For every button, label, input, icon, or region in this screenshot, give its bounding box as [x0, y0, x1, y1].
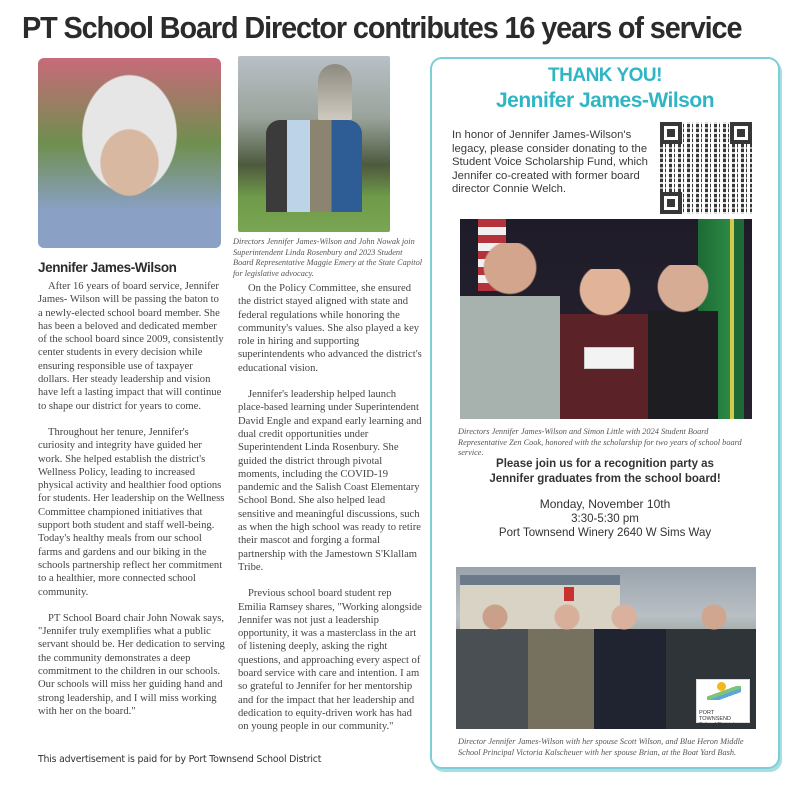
qr-finder-icon	[660, 192, 682, 214]
capitol-photo	[238, 56, 390, 232]
article-paragraph: After 16 years of board service, Jennifer James- Wilson will be passing the baton to a newly-elected school board member. She has been a beloved and dedicated member of the school board since 2009, consistently center students in every decision while ensuring responsible use of taxpayer dollars. Her steady leadership and vision have left a lasting impact that will continue to shape our district for years to come.	[38, 281, 224, 412]
party-line-1: Please join us for a recognition party as	[496, 458, 714, 470]
capitol-dome-shape	[318, 64, 352, 120]
article-paragraph: Previous school board student rep Emilia Ramsey shares, "Working alongside Jennifer was not just a leadership opportunity, it was a masterclass in the art of listening deeply, asking the right questions, and approaching every aspect of board service with care and intention. I am so grateful to Jennifer for her mentorship and for the impact that her leadership and dedication to equity-driven work has had on young people in our community."	[238, 588, 422, 733]
paid-advertisement-note: This advertisement is paid for by Port Townsend School District	[38, 754, 322, 765]
party-date: Monday, November 10th	[539, 497, 671, 511]
article-paragraph: Throughout her tenure, Jennifer's curiosity and integrity have guided her work. She helped establish the district's Wellness Policy, leading to increased physical activity and healthier food options for students. Her leadership on the Wellness Committee championed initiatives that support both student and staff well-being. Today's healthy meals from our school farms and gardens and our biking in the schools partnership reflect her commitment to a healthier, more connected school community.	[38, 426, 225, 598]
capitol-group-shape	[266, 120, 362, 212]
article-column-middle	[238, 282, 422, 747]
portrait-photo	[38, 58, 221, 248]
article-paragraph: PT School Board chair John Nowak says, "Jennifer truly exemplifies what a public servant should be. Her dedication to serving the community demonstrates a deep commitment to the children in our schools. Our schools will miss her guiding hand and strong leadership, and I will miss working with her on the board."	[38, 612, 225, 717]
person-shape	[648, 265, 718, 419]
scholarship-photo-caption: Directors Jennifer James-Wilson and Simon Little with 2024 Student Board Representative Zen Cook, honored with the scholarship for two years of school board service.	[458, 427, 742, 457]
party-invitation	[432, 457, 778, 487]
honoree-name: Jennifer James-Wilson	[495, 89, 715, 112]
party-time: 3:30-5:30 pm	[571, 512, 639, 525]
party-line-2: Jennifer graduates from the school board!	[489, 473, 721, 485]
article-column-left	[38, 280, 226, 731]
district-logo	[696, 679, 750, 728]
person-shape	[560, 269, 650, 419]
article-subhead: Jennifer James-Wilson	[38, 260, 177, 275]
donation-appeal: In honor of Jennifer James-Wilson's legacy, please consider donating to the Student Voice Scholarship Fund, which Jennifer co-created with former board director Connie Welch.	[452, 129, 648, 195]
article-paragraph: Jennifer's leadership helped launch place-based learning under Superintendent David Engle and expand early learning and dual credit opportunities under Superintendent Linda Rosenbury. She guided the district through pivotal moments, including the COVID-19 pandemic and the Salish Coast Elementary School Bond. She also helped lead sensitive and meaningful discussions, such as when the high school was ready to retire their mascot and forging a formal partnership with the Jamestown S'Klallam Tribe.	[238, 389, 422, 573]
thank-you-panel	[430, 57, 780, 769]
logo-subtext: School District	[699, 722, 735, 728]
faces-shape	[456, 597, 756, 637]
article-paragraph: On the Policy Committee, she ensured the district stayed aligned with state and federal regulations while honoring the community's values. She also played a key role in hiring and supporting superintendents who advanced the district's educational vision.	[238, 283, 422, 374]
qr-code-icon[interactable]	[660, 122, 752, 214]
headline: PT School Board Director contributes 16 years of service	[22, 10, 742, 45]
party-details	[432, 497, 778, 541]
boat-yard-photo-caption: Director Jennifer James-Wilson with her spouse Scott Wilson, and Blue Heron Middle School Principal Victoria Kalscheuer with her spouse Brian, at the Boat Yard Bash.	[458, 737, 744, 757]
capitol-photo-caption: Directors Jennifer James-Wilson and John Nowak join Superintendent Linda Rosenbury and 2023 Student Board Representative Maggie Emery at the State Capitol for legislative advocacy.	[233, 237, 423, 278]
scholarship-check-shape	[584, 347, 634, 369]
scholarship-photo	[460, 219, 752, 419]
qr-finder-icon	[660, 122, 682, 144]
logo-text: PORT TOWNSEND	[699, 710, 731, 722]
qr-finder-icon	[730, 122, 752, 144]
person-shape	[460, 243, 560, 419]
party-location: Port Townsend Winery 2640 W Sims Way	[498, 527, 712, 539]
thank-you-title: THANK YOU!	[548, 65, 662, 86]
boat-yard-photo	[456, 567, 756, 729]
